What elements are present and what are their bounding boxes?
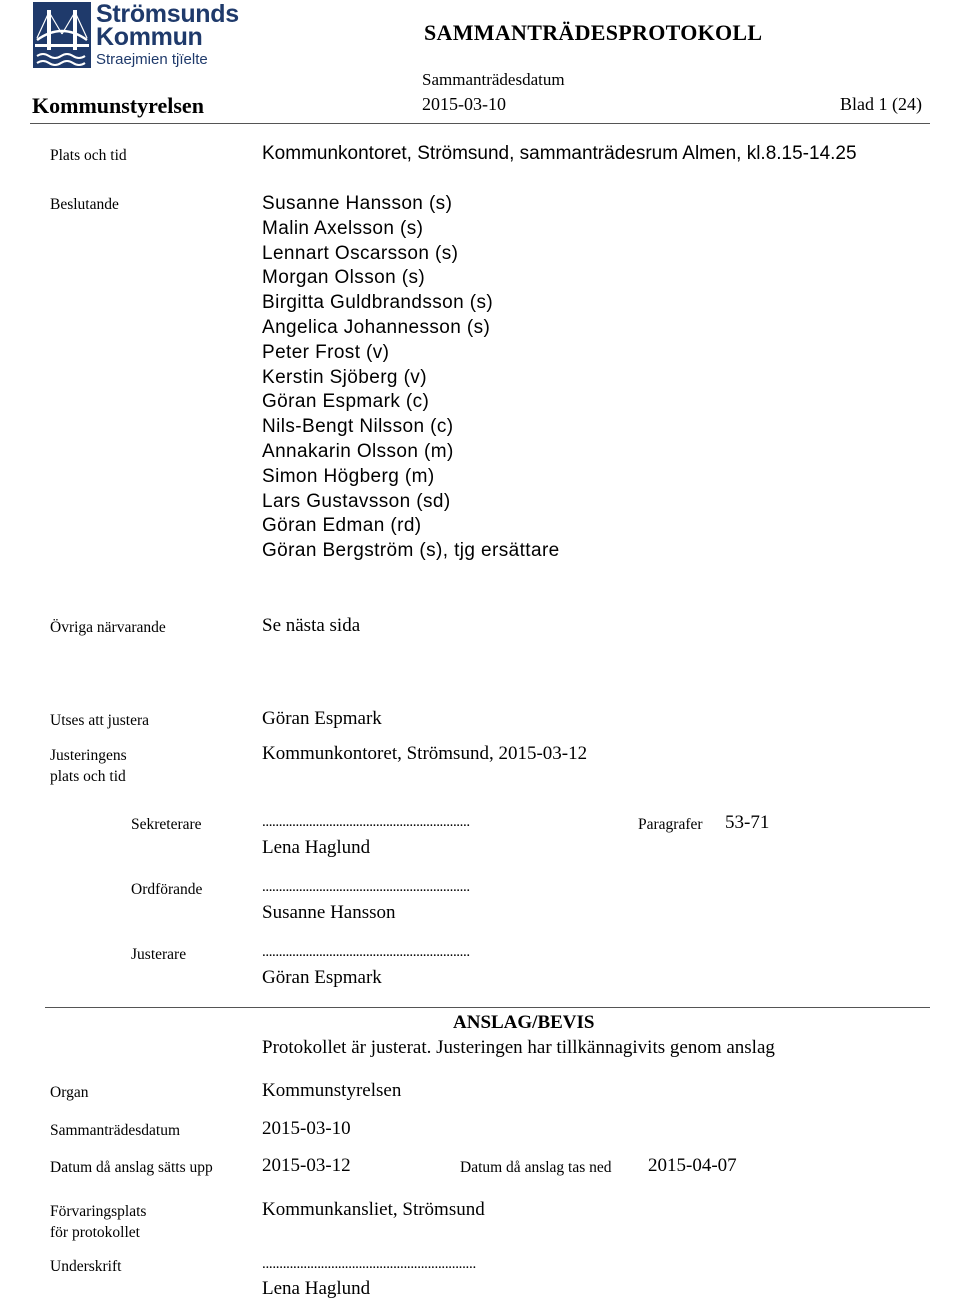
list-item: Annakarin Olsson (m) [262, 440, 454, 462]
header-divider [30, 123, 930, 124]
others-present-value: Se nästa sida [262, 615, 361, 636]
signature-label: Underskrift [50, 1258, 122, 1275]
list-item: Nils-Bengt Nilsson (c) [262, 416, 454, 438]
list-item: Kerstin Sjöberg (v) [262, 366, 427, 388]
posted-date-label: Datum då anslag sätts upp [50, 1159, 213, 1176]
storage-value: Kommunkansliet, Strömsund [262, 1199, 485, 1220]
place-time-label: Plats och tid [50, 147, 127, 164]
logo-tagline: Straejmien tjïelte [96, 51, 208, 68]
list-item: Göran Bergström (s), tjg ersättare [262, 540, 560, 562]
storage-label-line-2: för protokollet [50, 1224, 140, 1241]
secretary-signature-line: .............................................................. [262, 814, 470, 830]
list-item: Lars Gustavsson (sd) [262, 490, 451, 512]
removed-date-label: Datum då anslag tas ned [460, 1159, 612, 1176]
posted-date-value: 2015-03-12 [262, 1155, 351, 1176]
signature-line: .............................................................. [262, 1256, 476, 1272]
meeting-date-value: 2015-03-10 [422, 94, 506, 114]
list-item: Susanne Hansson (s) [262, 193, 453, 214]
paragraphs-value: 53-71 [725, 812, 770, 833]
chair-label: Ordförande [131, 881, 203, 898]
notice-statement: Protokollet är justerat. Justeringen har tillkännagivits genom anslag [262, 1037, 775, 1058]
meeting-date-label: Sammanträdesdatum [422, 70, 565, 89]
page-number: Blad 1 (24) [840, 94, 922, 114]
list-item: Göran Espmark (c) [262, 391, 430, 413]
secretary-label: Sekreterare [131, 816, 202, 833]
paragraphs-label: Paragrafer [638, 816, 703, 833]
notice-heading: ANSLAG/BEVIS [453, 1012, 595, 1033]
list-item: Göran Edman (rd) [262, 515, 422, 537]
logo-name-line-2: Kommun [96, 23, 203, 51]
list-item: Lennart Oscarsson (s) [262, 242, 459, 264]
chair-name: Susanne Hansson [262, 902, 396, 923]
signature-name: Lena Haglund [262, 1278, 371, 1299]
justerare-name: Göran Espmark [262, 967, 382, 988]
organ-title: Kommunstyrelsen [32, 93, 204, 118]
decision-makers-label: Beslutande [50, 196, 119, 213]
adjust-place-value: Kommunkontoret, Strömsund, 2015-03-12 [262, 743, 588, 764]
list-item: Peter Frost (v) [262, 341, 390, 363]
notice-organ-value: Kommunstyrelsen [262, 1080, 402, 1101]
list-item: Angelica Johannesson (s) [262, 316, 491, 338]
justerare-signature-line: .............................................................. [262, 944, 470, 960]
place-time-value: Kommunkontoret, Strömsund, sammanträdesrum Almen, kl.8.15-14.25 [262, 143, 857, 164]
bridge-icon [33, 0, 93, 70]
adjuster-label: Utses att justera [50, 712, 150, 729]
logo-name-line-1: Strömsunds [96, 0, 239, 28]
notice-date-label: Sammanträdesdatum [50, 1122, 180, 1139]
list-item: Simon Högberg (m) [262, 465, 435, 487]
secretary-name: Lena Haglund [262, 837, 371, 858]
adjuster-value: Göran Espmark [262, 708, 382, 729]
list-item: Morgan Olsson (s) [262, 267, 426, 289]
notice-date-value: 2015-03-10 [262, 1118, 351, 1139]
adjust-place-label-line-1: Justeringens [50, 747, 127, 764]
others-present-label: Övriga närvarande [50, 619, 166, 636]
removed-date-value: 2015-04-07 [648, 1155, 737, 1176]
list-item: Malin Axelsson (s) [262, 217, 424, 239]
notice-organ-label: Organ [50, 1084, 89, 1101]
chair-signature-line: .............................................................. [262, 879, 470, 895]
adjust-place-label-line-2: plats och tid [50, 768, 126, 785]
list-item: Birgitta Guldbrandsson (s) [262, 292, 494, 314]
notice-divider [45, 1007, 930, 1008]
justerare-label: Justerare [131, 946, 187, 963]
storage-label-line-1: Förvaringsplats [50, 1203, 147, 1220]
decision-makers-list [262, 192, 560, 564]
municipality-logo [33, 0, 239, 72]
document-title: SAMMANTRÄDESPROTOKOLL [424, 20, 763, 45]
